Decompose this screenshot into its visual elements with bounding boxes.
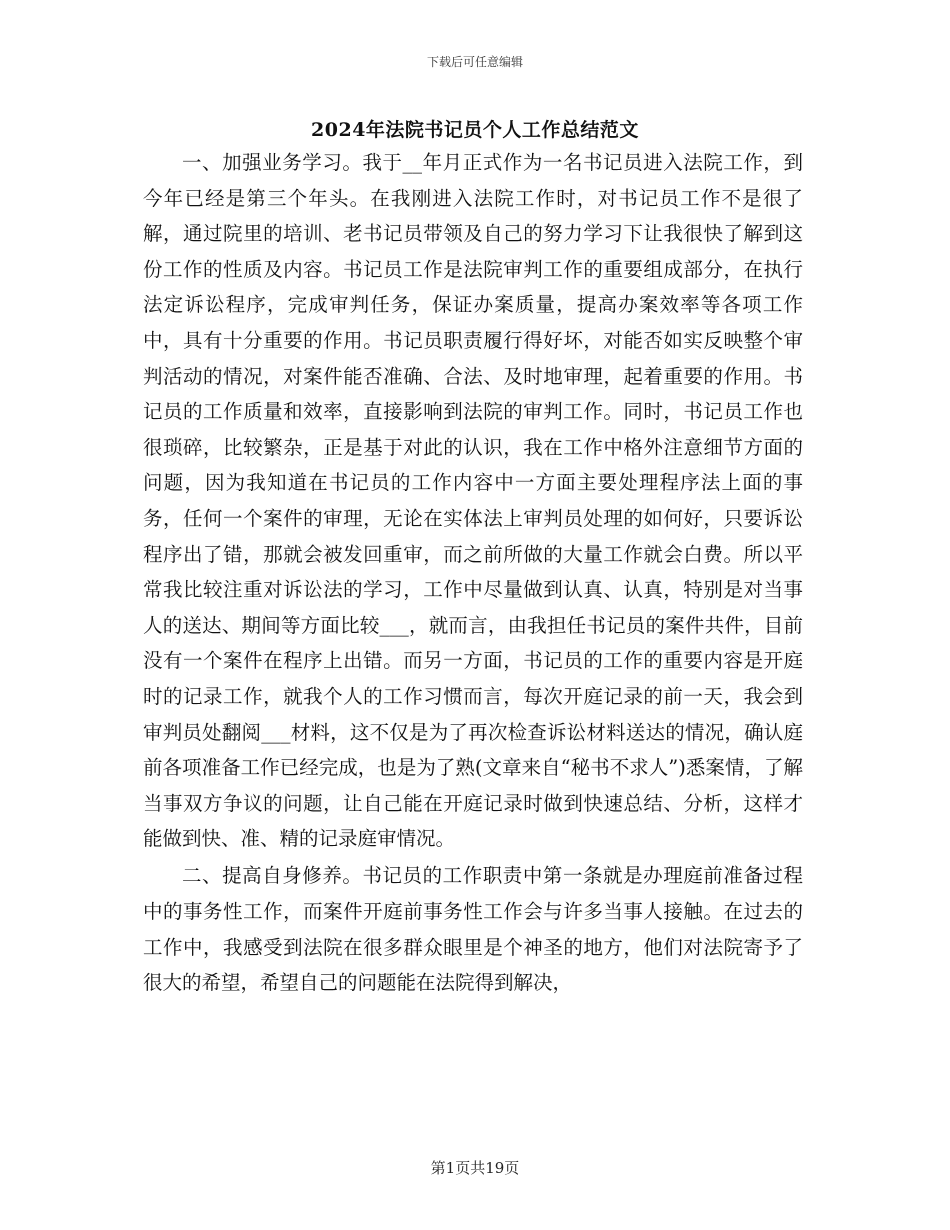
page-number: 第1页共19页 [430,1159,520,1177]
document-title: 2024年法院书记员个人工作总结范文 [311,119,639,141]
document-body [143,145,803,1002]
paragraph-1: 一、加强业务学习。我于__年月正式作为一名书记员进入法院工作，到今年已经是第三个年头。在我刚进入法院工作时，对书记员工作不是很了解，通过院里的培训、老书记员带领及自己的努力学习下让我很快了解到这份工作的性质及内容。书记员工作是法院审判工作的重要组成部分，在执行法定诉讼程序，完成审判任务，保证办案质量，提高办案效率等各项工作中，具有十分重要的作用。书记员职责履行得好坏，对能否如实反映整个审判活动的情况，对案件能否准确、合法、及时地审理，起着重要的作用。书记员的工作质量和效率，直接影响到法院的审判工作。同时，书记员工作也很琐碎，比较繁杂，正是基于对此的认识，我在工作中格外注意细节方面的问题，因为我知道在书记员的工作内容中一方面主要处理程序法上面的事务，任何一个案件的审理，无论在实体法上审判员处理的如何好，只要诉讼程序出了错，那就会被发回重审，而之前所做的大量工作就会白费。所以平常我比较注重对诉讼法的学习，工作中尽量做到认真、认真，特别是对当事人的送达、期间等方面比较___，就而言，由我担任书记员的案件共件，目前没有一个案件在程序上出错。而另一方面，书记员的工作的重要内容是开庭时的记录工作，就我个人的工作习惯而言，每次开庭记录的前一天，我会到审判员处翻阅___材料，这不仅是为了再次检查诉讼材料送达的情况，确认庭前各项准备工作已经完成，也是为了熟(文章来自“秘书不求人”)悉案情，了解当事双方争议的问题，让自己能在开庭记录时做到快速总结、分析，这样才能做到快、准、精的记录庭审情况。 [143,151,803,851]
header-note: 下载后可任意编辑 [426,55,523,69]
paragraph-2: 二、提高自身修养。书记员的工作职责中第一条就是办理庭前准备过程中的事务性工作，而案件开庭前事务性工作会与许多当事人接触。在过去的工作中，我感受到法院在很多群众眼里是个神圣的地方，他们对法院寄予了很大的希望，希望自己的问题能在法院得到解决， [143,864,803,995]
